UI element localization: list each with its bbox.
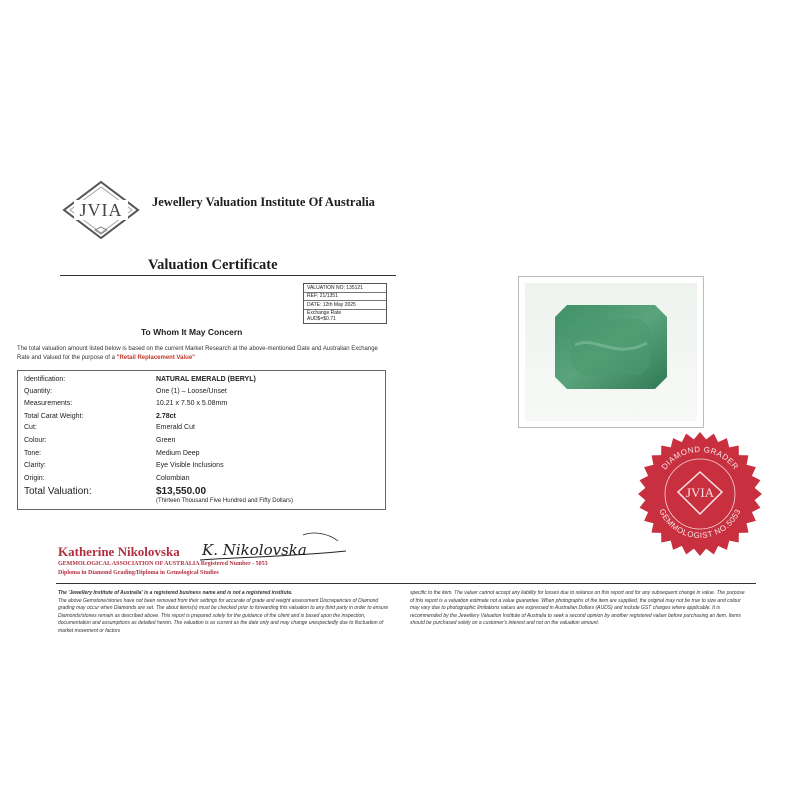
intro-text: The total valuation amount listed below is based on the current Market Research at the above-mentioned Date and Australian Exchange Rate and Valued for the purpose of a: [17, 346, 378, 361]
detail-label: Quantity:: [24, 388, 53, 395]
detail-label: Clarity:: [24, 462, 46, 469]
valuation-number: VALUATION NO: 135121: [304, 284, 386, 293]
disclaimer-lead: The 'Jewellery Institute of Australia' is a registered business name and is not a registered institute.: [58, 590, 293, 596]
title-divider: [60, 275, 396, 276]
disclaimer-right: specific to the item. The valuer cannot accept any liability for losses due to reliance on this report and for any subsequent change in value. The purpose of this report is a valuation estimate not a value guarantee. When photographs of the item are supplied, the original may not be true to size and colour may vary due to photographic limitations values are expressed in Australian Dollars (AUDS) and include GST charges where applicable. It is recommended by the Jewellery Valuation Institute of Australia to seek a second opinion by another registered valuer before purchasing an item. Items should be purchased solely on a customer's interest and not on the valuation amount.: [410, 590, 745, 627]
detail-label: Measurements:: [24, 400, 73, 407]
intro-emphasis: "Retail Replacement Value": [116, 355, 196, 361]
detail-label: Colour:: [24, 437, 47, 444]
certificate-title: Valuation Certificate: [148, 257, 278, 273]
detail-label: Total Carat Weight:: [24, 413, 84, 420]
detail-value: Colombian: [156, 475, 190, 482]
seal-top-text: DIAMOND GRADER: [659, 444, 741, 472]
total-in-words: (Thirteen Thousand Five Hundred and Fifty Dollars): [156, 498, 293, 504]
disclaimer-left-text: The above Gemstone/stones have not been removed from their settings for accurate of grade and weight assessment Discrepancies of Diamond grading may occur when Diamonds are set. The about items(s) must be checked prior to forwarding this valuation to any third party in order to ensure Diamonds/stones remain as described above. This report is prepared solely for the guidance of the client and is based upon the inspection, documentation and assumptions as detailed herein. The valuation is as current as the date only and may change unexpectedly due to fluctuation of market movement or factors: [58, 597, 389, 634]
seal-bottom-text: GEMMOLOGIST NO.5053: [657, 507, 743, 541]
total-label: Total Valuation:: [24, 486, 92, 497]
intro-paragraph: [17, 345, 387, 363]
photo-background: [525, 283, 697, 421]
association-registration: GEMMOLOGICAL ASSOCIATION OF AUSTRALIA Registered Number - 5053: [58, 561, 268, 567]
gemmologist-seal: [636, 430, 764, 558]
diploma-line: Diploma in Diamond Grading/Diploma in Gemological Studies: [58, 570, 219, 576]
detail-value: Medium Deep: [156, 450, 200, 457]
emerald-image: [555, 305, 667, 389]
detail-value: Eye Visible Inclusions: [156, 462, 224, 469]
disclaimer-left: [58, 590, 396, 636]
signer-name: Katherine Nikolovska: [58, 544, 180, 559]
detail-value: Emerald Cut: [156, 424, 195, 431]
detail-label: Origin:: [24, 475, 45, 482]
details-table: [17, 370, 386, 510]
exchange-rate-label: Exchange Rate: [307, 310, 342, 316]
detail-value: One (1) – Loose/Unset: [156, 388, 227, 395]
footer-divider: [56, 583, 756, 584]
detail-value: 2.78ct: [156, 413, 176, 420]
valuation-date: DATE: 12th May 2025: [304, 301, 386, 310]
detail-value: Green: [156, 437, 176, 444]
signature-text: K. Nikolovska: [202, 541, 307, 559]
gemstone-photo: [518, 276, 704, 428]
seal-center-text: JVIA: [685, 485, 715, 500]
exchange-rate: [304, 310, 386, 324]
org-name: Jewellery Valuation Institute Of Australia: [152, 195, 375, 209]
logo-text: JVIA: [79, 200, 123, 220]
detail-label: Identification:: [24, 376, 66, 383]
jvia-logo: [62, 180, 140, 242]
reference-number: REF: 21/1351: [304, 293, 386, 302]
salutation: To Whom It May Concern: [141, 327, 243, 337]
detail-value: NATURAL EMERALD (BERYL): [156, 376, 256, 383]
detail-label: Cut:: [24, 424, 37, 431]
exchange-rate-value: AUD$=$0.71: [307, 316, 336, 322]
detail-value: 10.21 x 7.50 x 5.08mm: [156, 400, 228, 407]
total-value: $13,550.00: [156, 486, 207, 497]
reference-box: [303, 283, 387, 324]
detail-label: Tone:: [24, 450, 42, 457]
